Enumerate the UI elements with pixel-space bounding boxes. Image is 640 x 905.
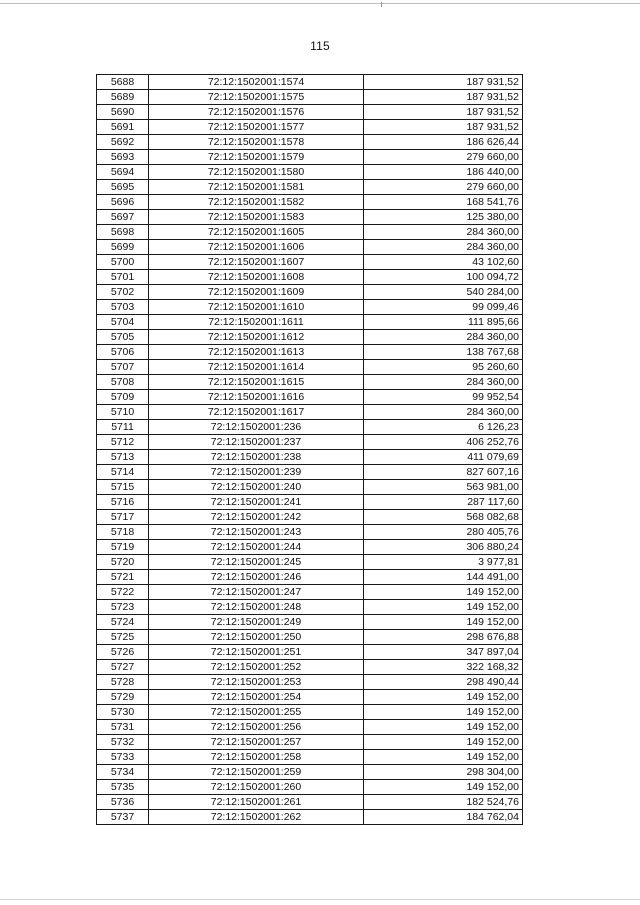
table-row xyxy=(97,720,523,735)
cadastral-number-cell: 72:12:1502001:1608 xyxy=(149,270,364,285)
row-number-cell: 5728 xyxy=(97,675,149,690)
row-number-cell: 5695 xyxy=(97,180,149,195)
cadastral-value-cell: 100 094,72 xyxy=(364,270,523,285)
cadastral-value-cell: 149 152,00 xyxy=(364,735,523,750)
table-row xyxy=(97,345,523,360)
cadastral-value-cell: 406 252,76 xyxy=(364,435,523,450)
table-row xyxy=(97,525,523,540)
cadastral-value-cell: 99 099,46 xyxy=(364,300,523,315)
table-row xyxy=(97,435,523,450)
cadastral-number-cell: 72:12:1502001:255 xyxy=(149,705,364,720)
table-row xyxy=(97,735,523,750)
cadastral-value-cell: 186 626,44 xyxy=(364,135,523,150)
cadastral-value-cell: 111 895,66 xyxy=(364,315,523,330)
row-number-cell: 5700 xyxy=(97,255,149,270)
cadastral-value-cell: 99 952,54 xyxy=(364,390,523,405)
table-row xyxy=(97,195,523,210)
cadastral-value-cell: 187 931,52 xyxy=(364,75,523,90)
table-row xyxy=(97,495,523,510)
cadastral-number-cell: 72:12:1502001:1616 xyxy=(149,390,364,405)
cadastral-value-cell: 187 931,52 xyxy=(364,90,523,105)
table-row xyxy=(97,285,523,300)
cadastral-number-cell: 72:12:1502001:1583 xyxy=(149,210,364,225)
table-row xyxy=(97,90,523,105)
table-row xyxy=(97,135,523,150)
cadastral-number-cell: 72:12:1502001:247 xyxy=(149,585,364,600)
table-body xyxy=(97,75,523,825)
cadastral-number-cell: 72:12:1502001:1582 xyxy=(149,195,364,210)
cadastral-value-cell: 149 152,00 xyxy=(364,615,523,630)
table-row xyxy=(97,810,523,825)
row-number-cell: 5689 xyxy=(97,90,149,105)
row-number-cell: 5691 xyxy=(97,120,149,135)
cadastral-value-cell: 186 440,00 xyxy=(364,165,523,180)
cadastral-value-cell: 149 152,00 xyxy=(364,780,523,795)
table-row xyxy=(97,240,523,255)
cadastral-number-cell: 72:12:1502001:1606 xyxy=(149,240,364,255)
table-row xyxy=(97,675,523,690)
cadastral-value-cell: 280 405,76 xyxy=(364,525,523,540)
bottom-scan-rule xyxy=(0,899,640,900)
cadastral-value-cell: 182 524,76 xyxy=(364,795,523,810)
page-number: 115 xyxy=(310,39,330,53)
row-number-cell: 5699 xyxy=(97,240,149,255)
cadastral-value-cell: 187 931,52 xyxy=(364,120,523,135)
cadastral-number-cell: 72:12:1502001:1613 xyxy=(149,345,364,360)
row-number-cell: 5717 xyxy=(97,510,149,525)
cadastral-number-cell: 72:12:1502001:248 xyxy=(149,600,364,615)
cadastral-value-cell: 568 082,68 xyxy=(364,510,523,525)
cadastral-value-cell: 284 360,00 xyxy=(364,375,523,390)
cadastral-number-cell: 72:12:1502001:242 xyxy=(149,510,364,525)
cadastral-value-cell: 284 360,00 xyxy=(364,225,523,240)
cadastral-value-cell: 298 304,00 xyxy=(364,765,523,780)
cadastral-number-cell: 72:12:1502001:256 xyxy=(149,720,364,735)
cadastral-number-cell: 72:12:1502001:241 xyxy=(149,495,364,510)
row-number-cell: 5694 xyxy=(97,165,149,180)
cadastral-number-cell: 72:12:1502001:243 xyxy=(149,525,364,540)
row-number-cell: 5735 xyxy=(97,780,149,795)
table-row xyxy=(97,630,523,645)
row-number-cell: 5697 xyxy=(97,210,149,225)
row-number-cell: 5708 xyxy=(97,375,149,390)
cadastral-value-cell: 138 767,68 xyxy=(364,345,523,360)
cadastral-value-cell: 284 360,00 xyxy=(364,240,523,255)
row-number-cell: 5733 xyxy=(97,750,149,765)
row-number-cell: 5726 xyxy=(97,645,149,660)
table-row xyxy=(97,465,523,480)
row-number-cell: 5734 xyxy=(97,765,149,780)
row-number-cell: 5707 xyxy=(97,360,149,375)
table-row xyxy=(97,330,523,345)
row-number-cell: 5706 xyxy=(97,345,149,360)
cadastral-number-cell: 72:12:1502001:249 xyxy=(149,615,364,630)
cadastral-number-cell: 72:12:1502001:1614 xyxy=(149,360,364,375)
cadastral-number-cell: 72:12:1502001:1574 xyxy=(149,75,364,90)
cadastral-number-cell: 72:12:1502001:244 xyxy=(149,540,364,555)
table-row xyxy=(97,405,523,420)
row-number-cell: 5698 xyxy=(97,225,149,240)
cadastral-number-cell: 72:12:1502001:251 xyxy=(149,645,364,660)
cadastral-value-cell: 3 977,81 xyxy=(364,555,523,570)
table-row xyxy=(97,690,523,705)
table-row xyxy=(97,420,523,435)
table-row xyxy=(97,120,523,135)
table-row xyxy=(97,180,523,195)
cadastral-number-cell: 72:12:1502001:1580 xyxy=(149,165,364,180)
row-number-cell: 5710 xyxy=(97,405,149,420)
cadastral-value-cell: 306 880,24 xyxy=(364,540,523,555)
cadastral-value-cell: 287 117,60 xyxy=(364,495,523,510)
cadastral-number-cell: 72:12:1502001:254 xyxy=(149,690,364,705)
row-number-cell: 5736 xyxy=(97,795,149,810)
cadastral-number-cell: 72:12:1502001:1611 xyxy=(149,315,364,330)
row-number-cell: 5688 xyxy=(97,75,149,90)
cadastral-value-cell: 149 152,00 xyxy=(364,600,523,615)
cadastral-value-cell: 411 079,69 xyxy=(364,450,523,465)
cadastral-value-cell: 347 897,04 xyxy=(364,645,523,660)
cadastral-value-cell: 149 152,00 xyxy=(364,585,523,600)
table-row xyxy=(97,105,523,120)
cadastral-number-cell: 72:12:1502001:1579 xyxy=(149,150,364,165)
row-number-cell: 5713 xyxy=(97,450,149,465)
table-row xyxy=(97,570,523,585)
cadastral-number-cell: 72:12:1502001:259 xyxy=(149,765,364,780)
cadastral-value-cell: 322 168,32 xyxy=(364,660,523,675)
cadastral-number-cell: 72:12:1502001:262 xyxy=(149,810,364,825)
cadastral-value-cell: 284 360,00 xyxy=(364,330,523,345)
row-number-cell: 5718 xyxy=(97,525,149,540)
row-number-cell: 5712 xyxy=(97,435,149,450)
row-number-cell: 5719 xyxy=(97,540,149,555)
table-row xyxy=(97,645,523,660)
row-number-cell: 5696 xyxy=(97,195,149,210)
cadastral-value-cell: 184 762,04 xyxy=(364,810,523,825)
row-number-cell: 5731 xyxy=(97,720,149,735)
cadastral-number-cell: 72:12:1502001:1578 xyxy=(149,135,364,150)
cadastral-number-cell: 72:12:1502001:1605 xyxy=(149,225,364,240)
table-row xyxy=(97,165,523,180)
row-number-cell: 5732 xyxy=(97,735,149,750)
cadastral-number-cell: 72:12:1502001:261 xyxy=(149,795,364,810)
top-scan-rule xyxy=(0,3,640,4)
row-number-cell: 5711 xyxy=(97,420,149,435)
row-number-cell: 5730 xyxy=(97,705,149,720)
cadastral-number-cell: 72:12:1502001:245 xyxy=(149,555,364,570)
table-row xyxy=(97,660,523,675)
cadastral-value-table xyxy=(96,74,523,825)
cadastral-number-cell: 72:12:1502001:1617 xyxy=(149,405,364,420)
cadastral-number-cell: 72:12:1502001:252 xyxy=(149,660,364,675)
row-number-cell: 5724 xyxy=(97,615,149,630)
cadastral-value-cell: 149 152,00 xyxy=(364,705,523,720)
cadastral-number-cell: 72:12:1502001:1607 xyxy=(149,255,364,270)
cadastral-value-cell: 43 102,60 xyxy=(364,255,523,270)
cadastral-number-cell: 72:12:1502001:238 xyxy=(149,450,364,465)
table-row xyxy=(97,210,523,225)
row-number-cell: 5722 xyxy=(97,585,149,600)
row-number-cell: 5704 xyxy=(97,315,149,330)
table-row xyxy=(97,480,523,495)
cadastral-number-cell: 72:12:1502001:250 xyxy=(149,630,364,645)
row-number-cell: 5705 xyxy=(97,330,149,345)
cadastral-number-cell: 72:12:1502001:246 xyxy=(149,570,364,585)
table-row xyxy=(97,750,523,765)
row-number-cell: 5725 xyxy=(97,630,149,645)
table-row xyxy=(97,360,523,375)
table-row xyxy=(97,450,523,465)
cadastral-number-cell: 72:12:1502001:236 xyxy=(149,420,364,435)
table-row xyxy=(97,150,523,165)
row-number-cell: 5720 xyxy=(97,555,149,570)
row-number-cell: 5703 xyxy=(97,300,149,315)
table-row xyxy=(97,795,523,810)
cadastral-value-cell: 149 152,00 xyxy=(364,750,523,765)
cadastral-value-cell: 827 607,16 xyxy=(364,465,523,480)
table-row xyxy=(97,300,523,315)
cadastral-number-cell: 72:12:1502001:253 xyxy=(149,675,364,690)
cadastral-number-cell: 72:12:1502001:1575 xyxy=(149,90,364,105)
cadastral-value-cell: 279 660,00 xyxy=(364,150,523,165)
row-number-cell: 5714 xyxy=(97,465,149,480)
cadastral-value-cell: 149 152,00 xyxy=(364,690,523,705)
table-row xyxy=(97,555,523,570)
table-row xyxy=(97,765,523,780)
table-row xyxy=(97,615,523,630)
cadastral-value-cell: 563 981,00 xyxy=(364,480,523,495)
cadastral-value-cell: 540 284,00 xyxy=(364,285,523,300)
row-number-cell: 5729 xyxy=(97,690,149,705)
row-number-cell: 5716 xyxy=(97,495,149,510)
cadastral-value-cell: 284 360,00 xyxy=(364,405,523,420)
row-number-cell: 5709 xyxy=(97,390,149,405)
row-number-cell: 5723 xyxy=(97,600,149,615)
cadastral-number-cell: 72:12:1502001:1576 xyxy=(149,105,364,120)
cadastral-number-cell: 72:12:1502001:239 xyxy=(149,465,364,480)
row-number-cell: 5727 xyxy=(97,660,149,675)
cadastral-value-cell: 95 260,60 xyxy=(364,360,523,375)
top-scan-tick xyxy=(381,2,382,7)
row-number-cell: 5701 xyxy=(97,270,149,285)
cadastral-number-cell: 72:12:1502001:258 xyxy=(149,750,364,765)
cadastral-value-cell: 298 490,44 xyxy=(364,675,523,690)
table-row xyxy=(97,540,523,555)
table-row xyxy=(97,270,523,285)
row-number-cell: 5702 xyxy=(97,285,149,300)
cadastral-number-cell: 72:12:1502001:240 xyxy=(149,480,364,495)
row-number-cell: 5715 xyxy=(97,480,149,495)
row-number-cell: 5692 xyxy=(97,135,149,150)
cadastral-number-cell: 72:12:1502001:257 xyxy=(149,735,364,750)
cadastral-value-cell: 149 152,00 xyxy=(364,720,523,735)
cadastral-number-cell: 72:12:1502001:1612 xyxy=(149,330,364,345)
table-row xyxy=(97,225,523,240)
cadastral-value-cell: 6 126,23 xyxy=(364,420,523,435)
table-row xyxy=(97,375,523,390)
row-number-cell: 5690 xyxy=(97,105,149,120)
cadastral-number-cell: 72:12:1502001:260 xyxy=(149,780,364,795)
table-row xyxy=(97,390,523,405)
cadastral-number-cell: 72:12:1502001:1581 xyxy=(149,180,364,195)
table-row xyxy=(97,780,523,795)
cadastral-value-cell: 298 676,88 xyxy=(364,630,523,645)
table-row xyxy=(97,255,523,270)
row-number-cell: 5721 xyxy=(97,570,149,585)
table-row xyxy=(97,585,523,600)
cadastral-number-cell: 72:12:1502001:237 xyxy=(149,435,364,450)
row-number-cell: 5737 xyxy=(97,810,149,825)
table-row xyxy=(97,600,523,615)
table-row xyxy=(97,315,523,330)
cadastral-number-cell: 72:12:1502001:1609 xyxy=(149,285,364,300)
table-row xyxy=(97,705,523,720)
cadastral-value-cell: 144 491,00 xyxy=(364,570,523,585)
row-number-cell: 5693 xyxy=(97,150,149,165)
cadastral-number-cell: 72:12:1502001:1577 xyxy=(149,120,364,135)
cadastral-value-cell: 279 660,00 xyxy=(364,180,523,195)
cadastral-number-cell: 72:12:1502001:1615 xyxy=(149,375,364,390)
cadastral-value-cell: 168 541,76 xyxy=(364,195,523,210)
cadastral-value-cell: 125 380,00 xyxy=(364,210,523,225)
cadastral-number-cell: 72:12:1502001:1610 xyxy=(149,300,364,315)
table-row xyxy=(97,510,523,525)
table-row xyxy=(97,75,523,90)
cadastral-value-cell: 187 931,52 xyxy=(364,105,523,120)
